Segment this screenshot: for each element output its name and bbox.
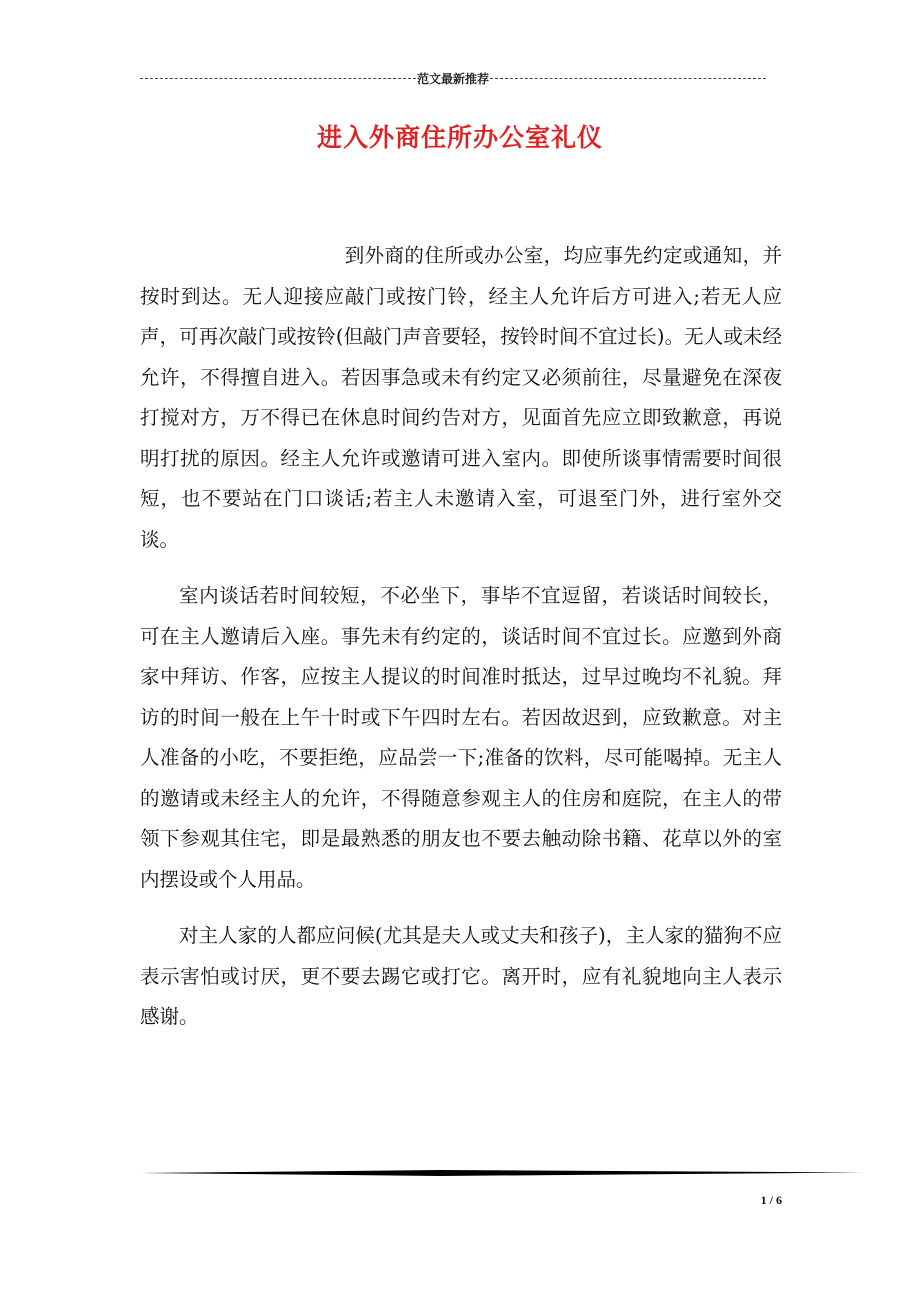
footer-tapered-rule bbox=[140, 1168, 864, 1178]
body-paragraph: 室内谈话若时间较短，不必坐下，事毕不宜逗留，若谈话时间较长，可在主人邀请后入座。事先未有约定的，谈话时间不宜过长。应邀到外商家中拜访、作客，应按主人提议的时间准时抵达，过早过晚均不礼貌。拜访的时间一般在上午十时或下午四时左右。若因故迟到，应致歉意。对主人准备的小吃，不要拒绝，应品尝一下;准备的饮料，尽可能喝掉。无主人的邀请或未经主人的允许，不得随意参观主人的住房和庭院，在主人的带领下参观其住宅，即是最熟悉的朋友也不要去触动除书籍、花草以外的室内摆设或个人用品。 bbox=[140, 584, 782, 891]
document-title: 进入外商住所办公室礼仪 bbox=[316, 123, 603, 152]
header-dashed-rule-left bbox=[140, 78, 416, 79]
header-dashed-rule-right bbox=[490, 78, 766, 79]
body-paragraph: 对主人家的人都应问候(尤其是夫人或丈夫和孩子)，主人家的猫狗不应表示害怕或讨厌，更不要去踢它或打它。离开时，应有礼貌地向主人表示感谢。 bbox=[140, 924, 782, 1028]
header-label: 范文最新推荐 bbox=[417, 71, 490, 86]
document-body bbox=[140, 236, 782, 1054]
body-paragraph: 到外商的住所或办公室，均应事先约定或通知，并按时到达。无人迎接应敲门或按门铃，经主人允许后方可进入;若无人应声，可再次敲门或按铃(但敲门声音要轻，按铃时间不宜过长)。无人或未经允许，不得擅自进入。若因事急或未有约定又必须前往，尽量避免在深夜打搅对方，万不得已在休息时间约告对方，见面首先应立即致歉意，再说明打扰的原因。经主人允许或邀请可进入室内。即使所谈事情需要时间很短，也不要站在门口谈话;若主人未邀请入室，可退至门外，进行室外交谈。 bbox=[140, 244, 782, 551]
page-header bbox=[140, 70, 766, 86]
page-number: 1 / 6 bbox=[760, 1193, 782, 1207]
